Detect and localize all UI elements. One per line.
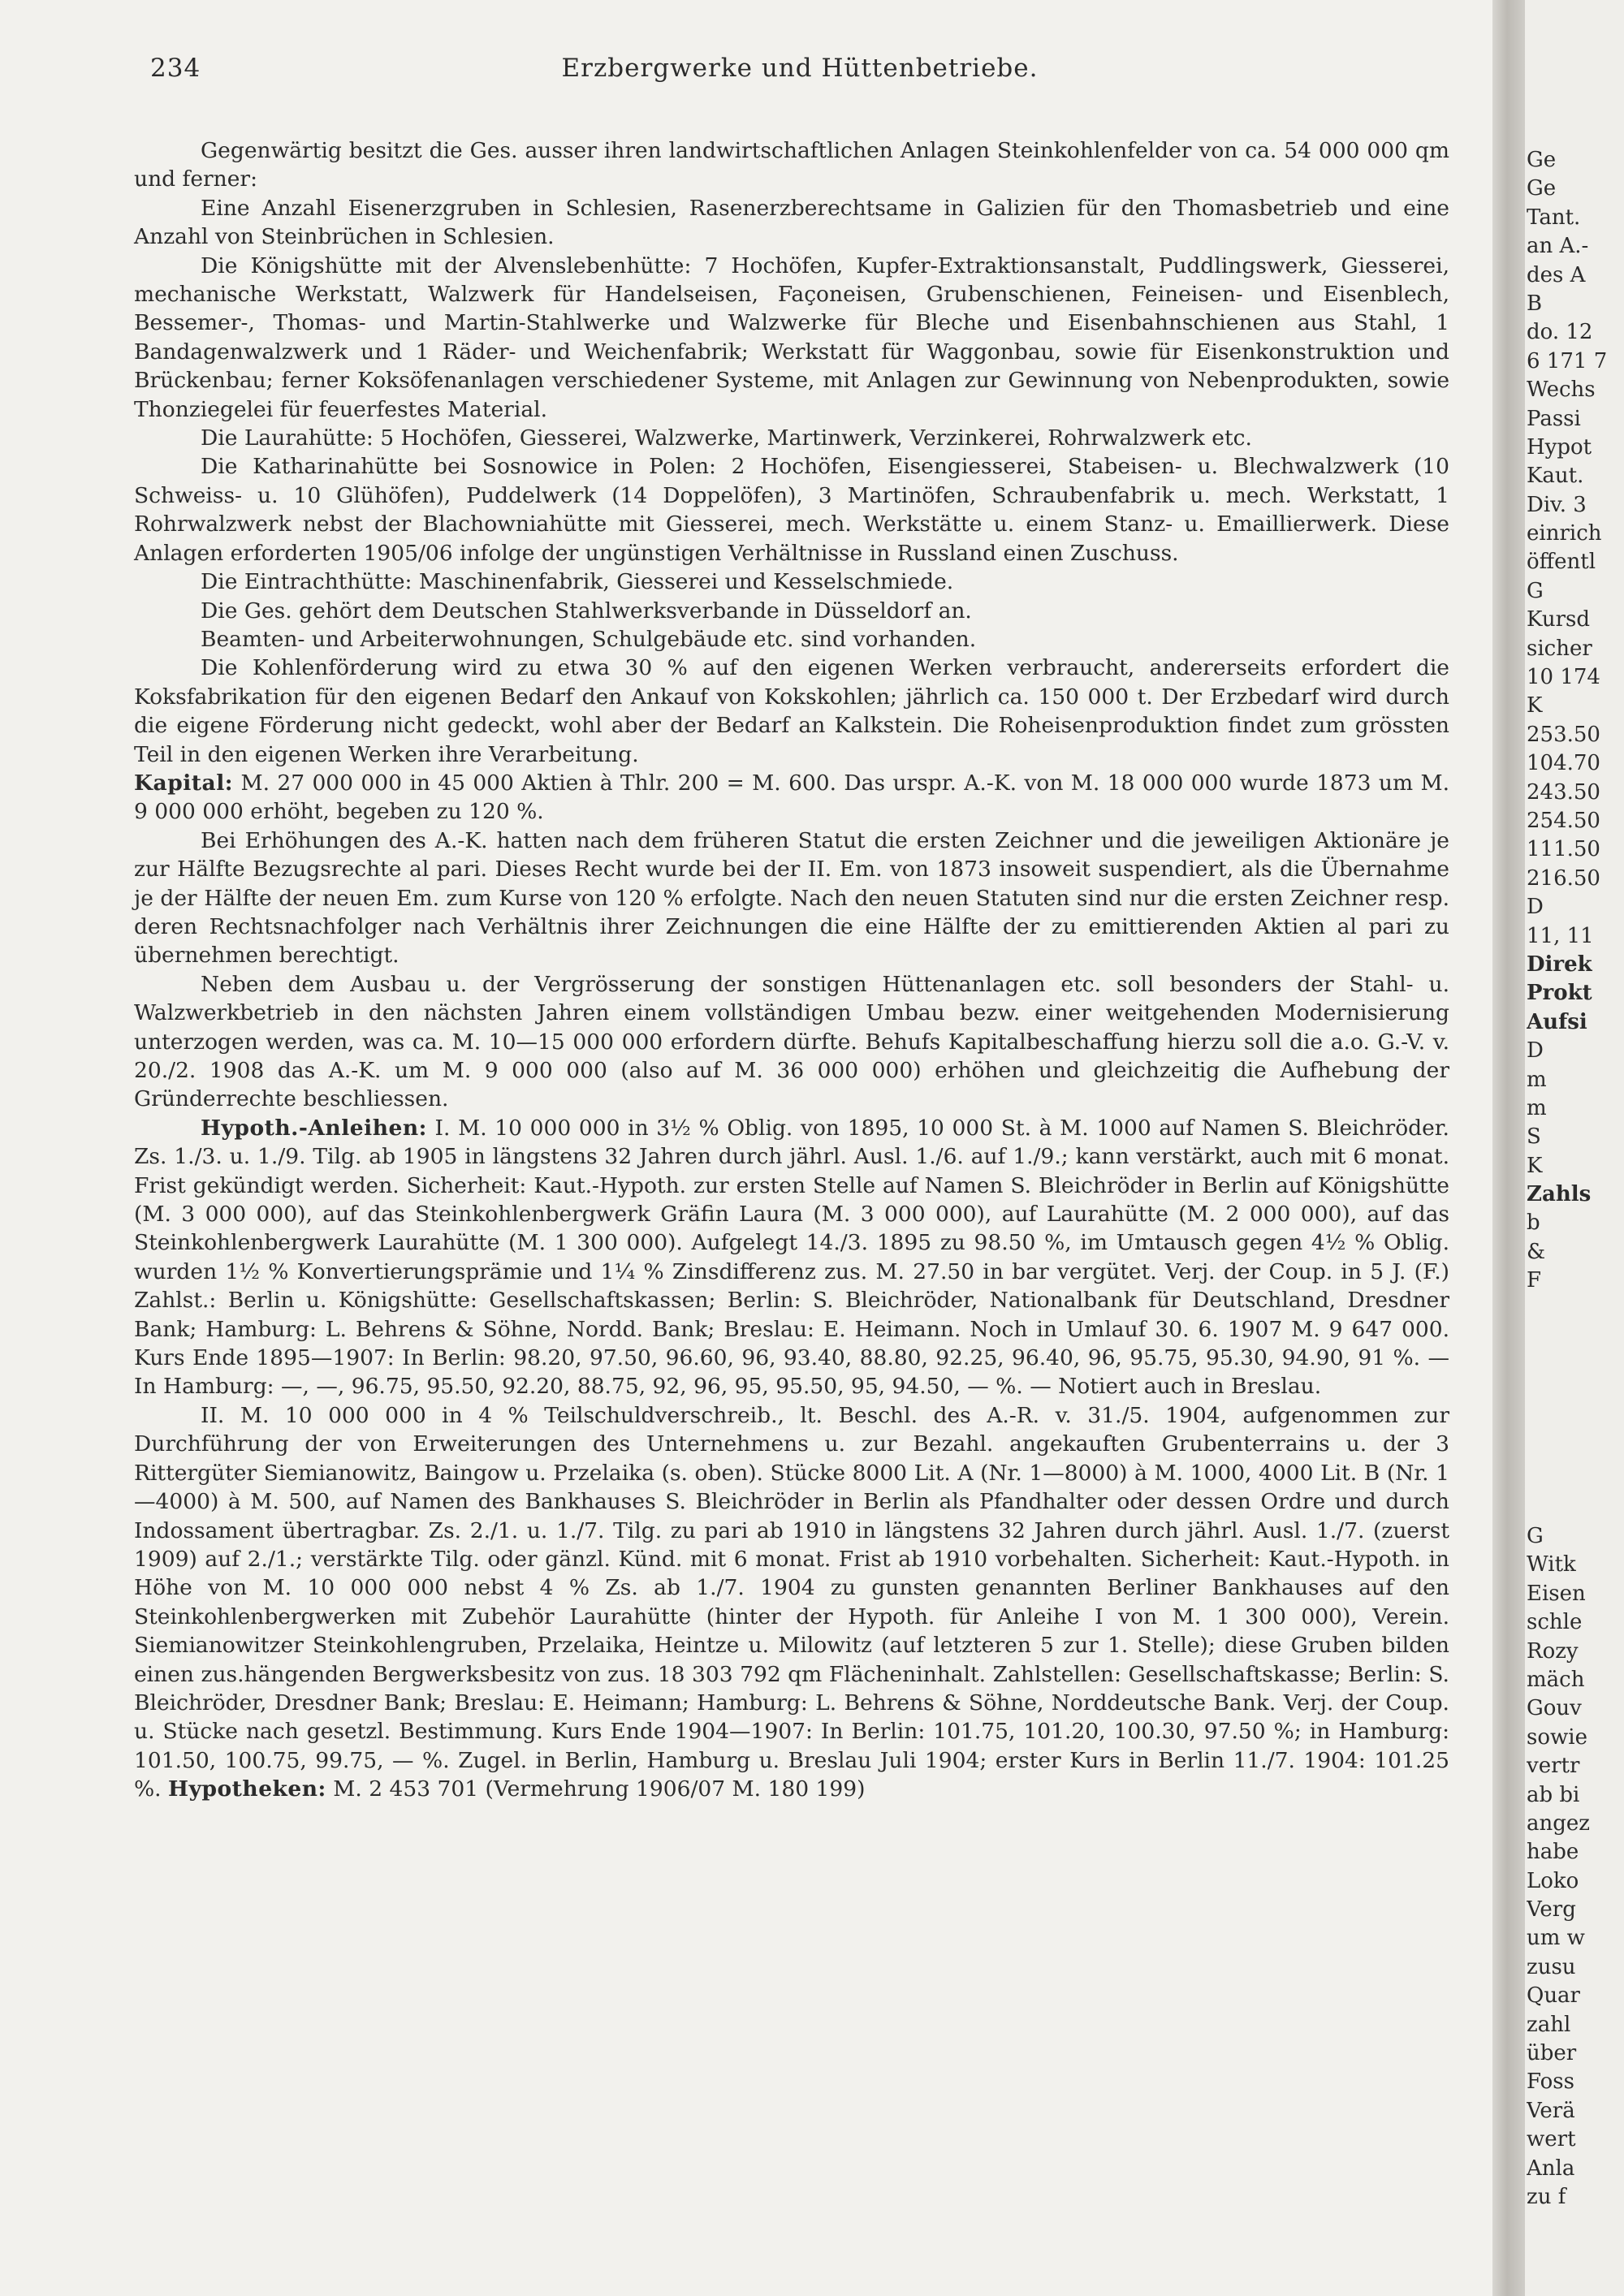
facing-page-line: habe: [1527, 1840, 1579, 1865]
main-text-column: [134, 136, 1449, 1804]
facing-page-line: K: [1527, 693, 1543, 719]
facing-page-line: angez: [1527, 1810, 1590, 1836]
facing-page-line: 111.50: [1527, 837, 1600, 862]
paragraph-text: Die Eintrachthütte: Maschinenfabrik, Giesserei und Kesselschmiede.: [201, 569, 954, 595]
paragraph-text: Neben dem Ausbau u. der Vergrösserung der sonstigen Hüttenanlagen etc. soll besonders der Stahl- u. Walzwerkbetrieb in den nächsten Jahren einem vollständigen Umbau bezw. einer weitgehenden Modernisierung unterzogen werden, was ca. M. 10—15 000 000 erfordern dürfte. Behufs Kapitalbeschaffung hierzu soll die a.o. G.-V. v. 20./2. 1908 das A.-K. um M. 9 000 000 (also auf M. 36 000 000) erhöhen und gleichzeitig die Aufhebung der Gründerrechte beschliessen.: [134, 971, 1449, 1112]
facing-page-line: 11, 11: [1527, 923, 1594, 948]
paragraph: [134, 252, 1449, 424]
facing-page-line: B: [1527, 291, 1543, 316]
paragraph-text: Gegenwärtig besitzt die Ges. ausser ihren landwirtschaftlichen Anlagen Steinkohlenfelder von ca. 54 000 000 qm und ferner:: [134, 138, 1449, 192]
paragraph: [134, 136, 1449, 194]
facing-page-line: D: [1527, 1038, 1544, 1064]
facing-page-line: m: [1527, 1095, 1547, 1120]
facing-page-line: Anla: [1527, 2156, 1575, 2181]
facing-page-line: Ge: [1527, 176, 1557, 201]
facing-page-line: Verä: [1527, 2098, 1575, 2123]
facing-page-line: D: [1527, 895, 1544, 920]
facing-page-line: Zahls: [1527, 1182, 1592, 1207]
section-label: Kapital:: [134, 770, 234, 796]
facing-page-line: 216.50: [1527, 865, 1600, 891]
paragraph-text: M. 27 000 000 in 45 000 Aktien à Thlr. 200 = M. 600. Das urspr. A.-K. von M. 18 000 000 wurde 1873 um M. 9 000 000 erhöht, begeben zu 120 %.: [134, 770, 1449, 825]
paragraph-text: Die Kohlenförderung wird zu etwa 30 % auf den eigenen Werken verbraucht, andererseits erfordert die Koksfabrikation für den eigenen Bedarf den Ankauf von Kokskohlen; jährlich ca. 150 000 t. Der Erzbedarf wird durch die eigene Förderung nicht gedeckt, wohl aber der Bedarf an Kalkstein. Die Roheisenproduktion findet zum grössten Teil in den eigenen Werken ihre Verarbeitung.: [134, 655, 1449, 767]
facing-page-line: Wechs: [1527, 378, 1596, 403]
facing-page-line: schle: [1527, 1610, 1583, 1635]
paragraph: [134, 826, 1449, 970]
facing-page-line: ab bi: [1527, 1782, 1580, 1807]
facing-page-line: 104.70: [1527, 751, 1600, 776]
paragraph-text: II. M. 10 000 000 in 4 % Teilschuldverschreib., lt. Beschl. des A.-R. v. 31./5. 1904, aufgenommen zur Durchführung der von Erweiterungen des Unternehmens u. zur Bezahl. angekauften Grubenterrains u. der 3 Rittergüter Siemianowitz, Baingow u. Przelaika (s. oben). Stücke 8000 Lit. A (Nr. 1—8000) à M. 1000, 4000 Lit. B (Nr. 1—4000) à M. 500, auf Namen des Bankhauses S. Bleichröder in Berlin als Pfandhalter oder dessen Ordre und durch Indossament übertragbar. Zs. 2./1. u. 1./7. Tilg. zu pari ab 1910 in längstens 32 Jahren durch jährl. Ausl. 1./7. (zuerst 1909) auf 2./1.; verstärkte Tilg. oder gänzl. Künd. mit 6 monat. Frist ab 1910 vorbehalten. Sicherheit: Kaut.-Hypoth. in Höhe von M. 10 000 000 nebst 4 % Zs. ab 1./7. 1904 zu gunsten genannten Berliner Bankhauses auf den Steinkohlenbergwerken mit Zubehör Laurahütte (hinter der Hypoth. für Anleihe I von M. 1 300 000), Verein. Siemianowitzer Steinkohlengruben, Przelaika, Heintze u. Milowitz (auf letzteren 5 zur 1. Stelle); diese Gruben bilden einen zus.hängenden Bergwerksbesitz von zus. 18 303 792 qm Flächeninhalt. Zahlstellen: Gesellschaftskasse; Berlin: S. Bleichröder, Dresdner Bank; Breslau: E. Heimann; Hamburg: L. Behrens & Söhne, Norddeutsche Bank. Verj. der Coup. u. Stücke nach gesetzl. Bestimmung. Kurs Ende 1904—1907: In Berlin: 101.75, 101.20, 100.30, 97.50 %; in Hamburg: 101.50, 100.75, 99.75, — %. Zugel. in Berlin, Hamburg u. Breslau Juli 1904; erster Kurs in Berlin 11./7. 1904: 101.25 %.: [134, 1402, 1449, 1802]
facing-page-line: 253.50: [1527, 722, 1600, 747]
paragraph: [134, 424, 1449, 452]
facing-page-line: Hypot: [1527, 434, 1592, 460]
facing-page-line: Foss: [1527, 2069, 1574, 2095]
paragraph: [134, 654, 1449, 769]
running-title: Erzbergwerke und Hüttenbetriebe.: [561, 54, 1039, 83]
facing-page-line: öffentl: [1527, 550, 1596, 575]
paragraph: [134, 1114, 1449, 1401]
paragraph-text: Beamten- und Arbeiterwohnungen, Schulgebäude etc. sind vorhanden.: [201, 626, 977, 652]
paragraph: [134, 970, 1449, 1114]
facing-page-line: Passi: [1527, 406, 1581, 431]
facing-page-line: Rozy: [1527, 1638, 1579, 1664]
book-gutter: [1492, 0, 1525, 2296]
facing-page-line: Kaut.: [1527, 464, 1584, 489]
page-header: [150, 54, 1449, 94]
facing-page-line: Div. 3: [1527, 492, 1587, 517]
facing-page-line: F: [1527, 1268, 1542, 1293]
paragraph: [134, 1401, 1449, 1804]
facing-page-line: 6 171 7: [1527, 348, 1608, 373]
facing-page-line: über: [1527, 2041, 1577, 2066]
paragraph-text: M. 2 453 701 (Vermehrung 1906/07 M. 180 199): [333, 1776, 866, 1802]
facing-page-line: des A: [1527, 262, 1586, 287]
paragraph-text: Die Laurahütte: 5 Hochöfen, Giesserei, Walzwerke, Martinwerk, Verzinkerei, Rohrwalzwerk etc.: [201, 425, 1252, 451]
facing-page-line: zahl: [1527, 2012, 1571, 2037]
facing-page-line: Prokt: [1527, 981, 1592, 1006]
facing-page-line: b: [1527, 1211, 1540, 1236]
paragraph: [134, 568, 1449, 596]
facing-page-line: Witk: [1527, 1552, 1576, 1577]
facing-page-line: wert: [1527, 2127, 1576, 2152]
facing-page-line: vertr: [1527, 1754, 1580, 1779]
facing-page-line: Quar: [1527, 1983, 1580, 2009]
facing-page-line: mäch: [1527, 1667, 1585, 1692]
facing-page-line: m: [1527, 1067, 1547, 1092]
paragraph-text: I. M. 10 000 000 in 3½ % Oblig. von 1895, 10 000 St. à M. 1000 auf Namen S. Bleichröder. Zs. 1./3. u. 1./9. Tilg. ab 1905 in längstens 32 Jahren durch jährl. Ausl. 1./6. auf 1./9.; kann verstärkt, auch mit 6 monat. Frist gekündigt werden. Sicherheit: Kaut.-Hypoth. zur ersten Stelle auf Namen S. Bleichröder in Berlin auf Königshütte (M. 3 000 000), auf das Steinkohlenbergwerk Gräfin Laura (M. 3 000 000), auf Laurahütte (M. 2 000 000), auf das Steinkohlenbergwerk Laurahütte (M. 1 300 000). Aufgelegt 14./3. 1895 zu 98.50 %, im Umtausch gegen 4½ % Oblig. wurden 1½ % Konvertierungsprämie und 1¼ % Zinsdifferenz zus. M. 27.50 in bar vergütet. Verj. der Coup. in 5 J. (F.) Zahlst.: Berlin u. Königshütte: Gesellschaftskassen; Berlin: S. Bleichröder, Nationalbank für Deutschland, Dresdner Bank; Hamburg: L. Behrens & Söhne, Nordd. Bank; Breslau: E. Heimann. Noch in Umlauf 30. 6. 1907 M. 9 647 000. Kurs Ende 1895—1907: In Berlin: 98.20, 97.50, 96.60, 96, 93.40, 88.80, 92.25, 96.40, 96, 95.75, 95.30, 94.90, 91 %. — In Hamburg: —, —, 96.75, 95.50, 92.20, 88.75, 92, 96, 95, 95.50, 95, 94.50, — %. — Notiert auch in Breslau.: [134, 1115, 1449, 1400]
paragraph-text: Eine Anzahl Eisenerzgruben in Schlesien, Rasenerzberechtsame in Galizien für den Thomasbetrieb und eine Anzahl von Steinbrüchen in Schlesien.: [134, 195, 1449, 250]
paragraph: [134, 625, 1449, 654]
paragraph-text: Die Ges. gehört dem Deutschen Stahlwerksverbande in Düsseldorf an.: [201, 598, 972, 624]
facing-page-line: Aufsi: [1527, 1009, 1587, 1034]
page-number: 234: [150, 54, 201, 83]
facing-page-line: Gouv: [1527, 1696, 1582, 1721]
facing-page-line: &: [1527, 1239, 1546, 1264]
facing-page-line: um w: [1527, 1926, 1585, 1951]
paragraph: [134, 769, 1449, 826]
facing-page-line: 254.50: [1527, 808, 1600, 833]
facing-page-line: einrich: [1527, 521, 1602, 546]
facing-page-line: an A.-: [1527, 234, 1589, 259]
paragraph: [134, 597, 1449, 625]
facing-page-line: Verg: [1527, 1897, 1576, 1923]
facing-page-line: Ge: [1527, 148, 1557, 172]
facing-page-line: K: [1527, 1153, 1543, 1178]
facing-page-line: G: [1527, 578, 1544, 603]
facing-page-line: Eisen: [1527, 1581, 1586, 1606]
facing-page-line: do. 12: [1527, 320, 1593, 345]
facing-page-fragments-top: [1527, 146, 1624, 1296]
facing-page-line: sicher: [1527, 636, 1592, 661]
facing-page-line: S: [1527, 1124, 1541, 1150]
facing-page-line: G: [1527, 1524, 1544, 1548]
facing-page-line: zusu: [1527, 1954, 1576, 1979]
facing-page-line: 10 174: [1527, 665, 1600, 690]
paragraph-text: Die Katharinahütte bei Sosnowice in Polen: 2 Hochöfen, Eisengiesserei, Stabeisen- u. Blechwalzwerk (10 Schweiss- u. 10 Glühöfen), Puddelwerk (14 Doppelöfen), 3 Martinöfen, Schraubenfabrik u. mech. Werkstatt, 1 Rohrwalzwerk nebst der Blachowniahütte mit Giesserei, mech. Werkstätte u. einem Stanz- u. Emaillierwerk. Diese Anlagen erforderten 1905/06 infolge der ungünstigen Verhältnisse in Russland einen Zuschuss.: [134, 454, 1449, 566]
paragraph-text: Bei Erhöhungen des A.-K. hatten nach dem früheren Statut die ersten Zeichner und die jeweiligen Aktionäre je zur Hälfte Bezugsrechte al pari. Dieses Recht wurde bei der II. Em. von 1873 insoweit suspendiert, als die Übernahme je der Hälfte der neuen Em. zum Kurse von 120 % erfolgte. Nach den neuen Statuten sind nur die ersten Zeichner resp. deren Rechtsnachfolger nach Verhältnis ihrer Zeichnungen die eine Hälfte der zu emittierenden Aktien al pari zu übernehmen berechtigt.: [134, 827, 1449, 969]
facing-page-fragments-bottom: [1527, 1522, 1624, 2212]
section-label: Hypotheken:: [168, 1776, 326, 1802]
facing-page-line: sowie: [1527, 1724, 1587, 1750]
facing-page-line: Loko: [1527, 1868, 1579, 1893]
section-label: Hypoth.-Anleihen:: [201, 1115, 427, 1141]
facing-page-line: Tant.: [1527, 205, 1581, 230]
paragraph: [134, 452, 1449, 568]
paragraph-text: Die Königshütte mit der Alvenslebenhütte: 7 Hochöfen, Kupfer-Extraktionsanstalt, Puddlingswerk, Giesserei, mechanische Werkstatt, Walzwerk für Handelseisen, Façoneisen, Grubenschienen, Feineisen- und Eisenblech, Bessemer-, Thomas- und Martin-Stahlwerke und Walzwerke für Bleche und Eisenbahnschienen aus Stahl, 1 Bandagenwalzwerk und 1 Räder- und Weichenfabrik; Werkstatt für Waggonbau, sowie für Eisenkonstruktion und Brückenbau; ferner Koksöfenanlagen verschiedener Systeme, mit Anlagen zur Gewinnung von Nebenprodukten, sowie Thonziegelei für feuerfestes Material.: [134, 252, 1449, 422]
facing-page-line: 243.50: [1527, 779, 1600, 805]
facing-page-line: Kursd: [1527, 607, 1591, 632]
facing-page-line: Direk: [1527, 952, 1592, 977]
paragraph: [134, 194, 1449, 252]
facing-page-line: zu f: [1527, 2184, 1566, 2209]
